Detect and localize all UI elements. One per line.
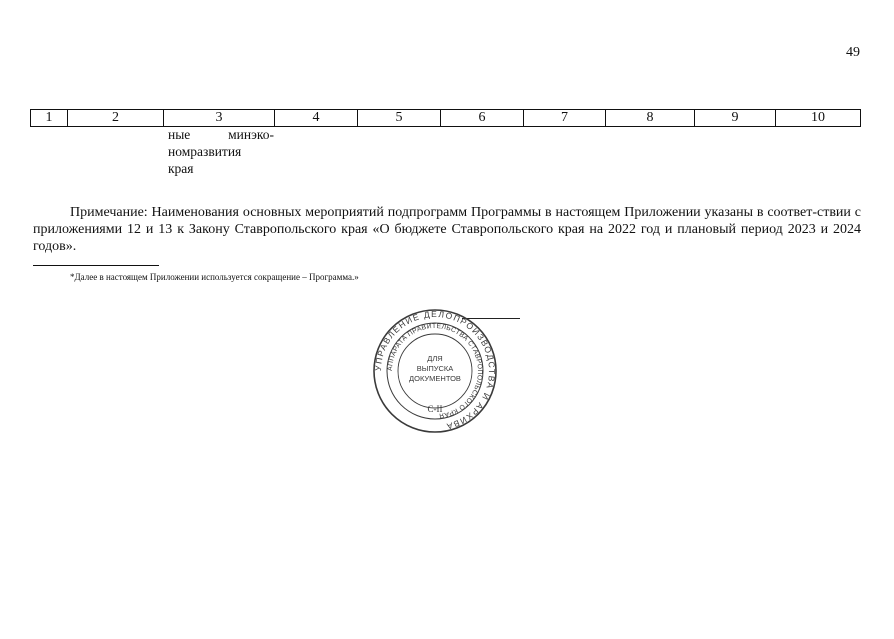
svg-text:ВЫПУСКА: ВЫПУСКА <box>416 364 454 373</box>
stamp-seal-icon <box>372 308 498 434</box>
note-paragraph: Примечание: Наименования основных мероприятий подпрограмм Программы в настоящем Приложении указаны в соответ-ствии с приложениями 12 и 13 к Закону Ставропольского края «О бюджете Ставропольского края на 2022 год и плановый период 2023 и 2024 годов». <box>33 205 861 254</box>
column-number-cell: 6 <box>441 110 524 127</box>
column-number-cell: 7 <box>524 110 606 127</box>
column-number-cell: 1 <box>31 110 68 127</box>
column-number-cell: 5 <box>358 110 441 127</box>
column-number-cell: 4 <box>275 110 358 127</box>
column-number-cell: 9 <box>695 110 776 127</box>
continued-cell-text <box>168 126 274 177</box>
page-number: 49 <box>846 45 860 60</box>
column-number-cell: 10 <box>776 110 861 127</box>
official-stamp <box>372 308 498 434</box>
footnote: *Далее в настоящем Приложении используется сокращение – Программа.» <box>70 272 359 282</box>
column-number-cell: 2 <box>68 110 164 127</box>
table-row <box>31 110 861 127</box>
column-number-cell: 8 <box>606 110 695 127</box>
footnote-divider <box>33 265 159 266</box>
column-number-cell: 3 <box>164 110 275 127</box>
svg-text:АППАРАТА ПРАВИТЕЛЬСТВА СТАВРОП: АППАРАТА ПРАВИТЕЛЬСТВА СТАВРОПОЛЬСКОГО КРАЯ <box>386 322 484 419</box>
svg-text:ДЛЯ: ДЛЯ <box>427 354 443 363</box>
continued-text-line: номразвития <box>168 144 242 159</box>
svg-text:УПРАВЛЕНИЕ ДЕЛОПРОИЗВОДСТВА И: УПРАВЛЕНИЕ ДЕЛОПРОИЗВОДСТВА И АРХИВА <box>372 308 498 432</box>
svg-text:ДОКУМЕНТОВ: ДОКУМЕНТОВ <box>409 374 461 383</box>
continued-text-line: края <box>168 161 194 176</box>
continued-text-word: ные <box>168 127 191 142</box>
column-number-table <box>30 109 861 127</box>
svg-text:С-II: С-II <box>427 404 443 414</box>
continued-text-word: минэко- <box>228 127 274 142</box>
